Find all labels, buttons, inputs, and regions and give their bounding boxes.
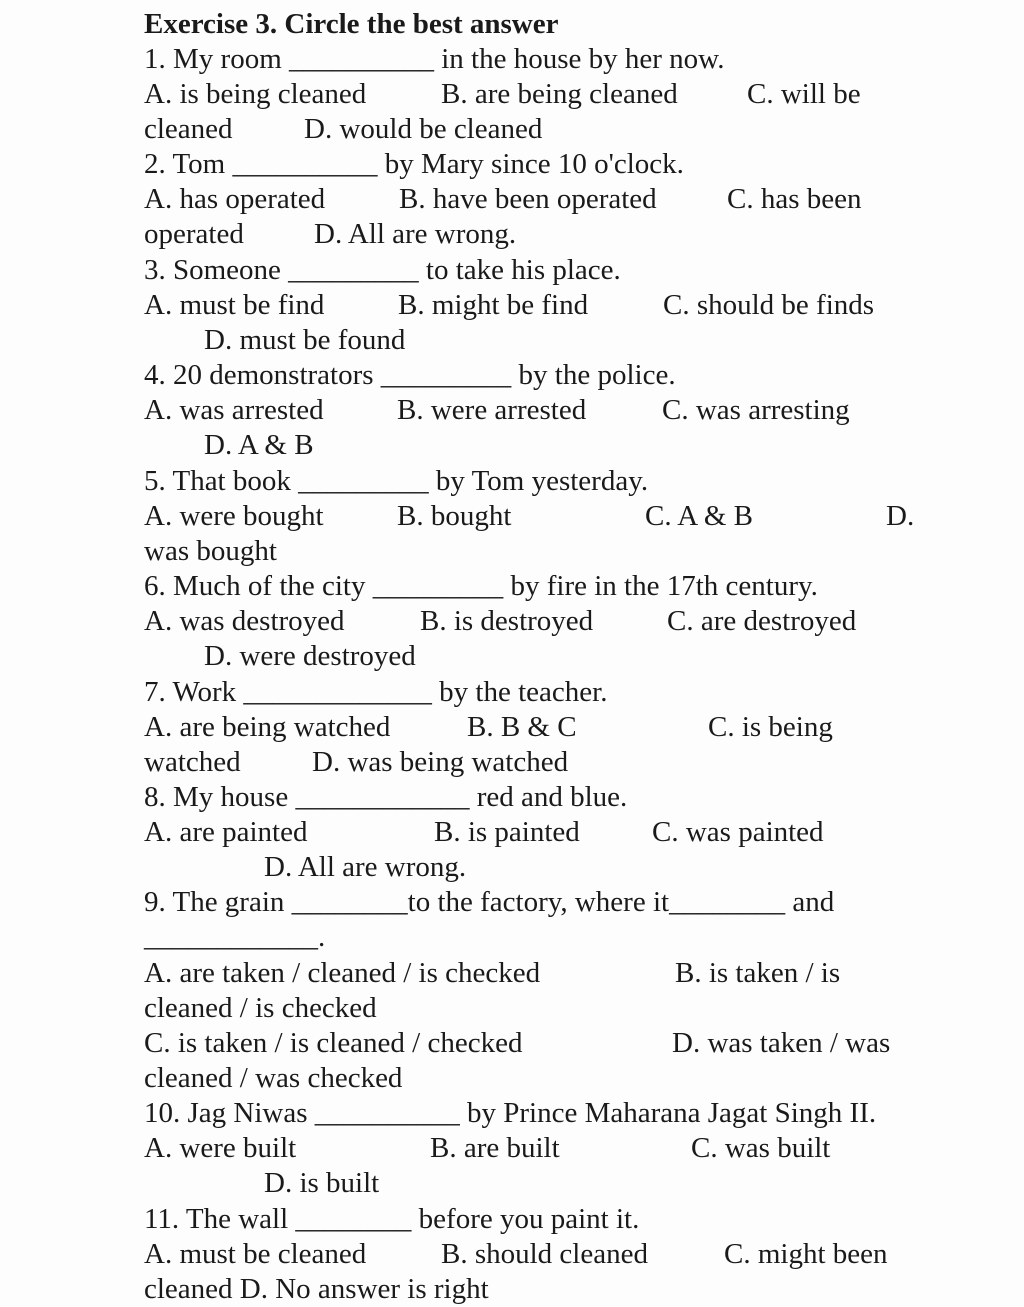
option-1b: B. are being cleaned — [441, 78, 678, 110]
option-11c: C. might been — [724, 1238, 888, 1270]
question-6-text: 6. Much of the city _________ by fire in the 17th century. — [144, 570, 818, 602]
option-4b: B. were arrested — [397, 394, 587, 426]
exercise-title: Exercise 3. Circle the best answer — [144, 8, 559, 40]
question-2-text: 2. Tom __________ by Mary since 10 o'clock. — [144, 148, 684, 180]
option-9b-continued: cleaned / is checked — [144, 992, 377, 1024]
option-8c: C. was painted — [652, 816, 824, 848]
option-3d: D. must be found — [204, 324, 406, 356]
question-5-text: 5. That book _________ by Tom yesterday. — [144, 465, 649, 497]
option-9a: A. are taken / cleaned / is checked — [144, 957, 541, 989]
option-8a: A. are painted — [144, 816, 308, 848]
option-3b: B. might be find — [398, 289, 589, 321]
option-1c-continued: cleaned — [144, 113, 233, 145]
option-8b: B. is painted — [434, 816, 580, 848]
option-7c-continued: watched — [144, 746, 241, 778]
option-4c: C. was arresting — [662, 394, 850, 426]
option-6b: B. is destroyed — [420, 605, 594, 637]
option-11a: A. must be cleaned — [144, 1238, 367, 1270]
question-7-text: 7. Work _____________ by the teacher. — [144, 676, 608, 708]
option-4a: A. was arrested — [144, 394, 324, 426]
option-11b: B. should cleaned — [441, 1238, 648, 1270]
question-3-text: 3. Someone _________ to take his place. — [144, 254, 621, 286]
question-8-text: 8. My house ____________ red and blue. — [144, 781, 628, 813]
option-1d: D. would be cleaned — [304, 113, 543, 145]
option-9c: C. is taken / is cleaned / checked — [144, 1027, 523, 1059]
option-5a: A. were bought — [144, 500, 324, 532]
option-2d: D. All are wrong. — [314, 218, 517, 250]
option-1c: C. will be — [747, 78, 861, 110]
question-1-text: 1. My room __________ in the house by her now. — [144, 43, 725, 75]
option-5d: D. — [886, 500, 915, 532]
question-11-text: 11. The wall ________ before you paint it. — [144, 1203, 640, 1235]
option-3c: C. should be finds — [663, 289, 875, 321]
option-9d: D. was taken / was — [672, 1027, 891, 1059]
option-4d: D. A & B — [204, 429, 314, 461]
option-10b: B. are built — [430, 1132, 560, 1164]
question-9-text: 9. The grain ________to the factory, where it________ and — [144, 886, 835, 918]
option-2c: C. has been — [727, 183, 862, 215]
option-2a: A. has operated — [144, 183, 326, 215]
option-10c: C. was built — [691, 1132, 831, 1164]
option-6a: A. was destroyed — [144, 605, 345, 637]
option-6d: D. were destroyed — [204, 640, 416, 672]
option-1a: A. is being cleaned — [144, 78, 367, 110]
question-9-blank: ____________. — [144, 921, 326, 953]
question-10-text: 10. Jag Niwas __________ by Prince Maharana Jagat Singh II. — [144, 1097, 877, 1129]
option-9b: B. is taken / is — [675, 957, 841, 989]
option-2c-continued: operated — [144, 218, 244, 250]
option-7d: D. was being watched — [312, 746, 569, 778]
option-7b: B. B & C — [467, 711, 577, 743]
option-3a: A. must be find — [144, 289, 325, 321]
option-5c: C. A & B — [645, 500, 753, 532]
option-6c: C. are destroyed — [667, 605, 857, 637]
option-9d-continued: cleaned / was checked — [144, 1062, 403, 1094]
option-5d-continued: was bought — [144, 535, 277, 567]
option-10d: D. is built — [264, 1167, 380, 1199]
option-11c-continued-11d: cleaned D. No answer is right — [144, 1273, 489, 1305]
option-7c: C. is being — [708, 711, 833, 743]
question-4-text: 4. 20 demonstrators _________ by the police. — [144, 359, 676, 391]
option-10a: A. were built — [144, 1132, 297, 1164]
option-2b: B. have been operated — [399, 183, 657, 215]
option-7a: A. are being watched — [144, 711, 391, 743]
option-5b: B. bought — [397, 500, 512, 532]
option-8d: D. All are wrong. — [264, 851, 467, 883]
